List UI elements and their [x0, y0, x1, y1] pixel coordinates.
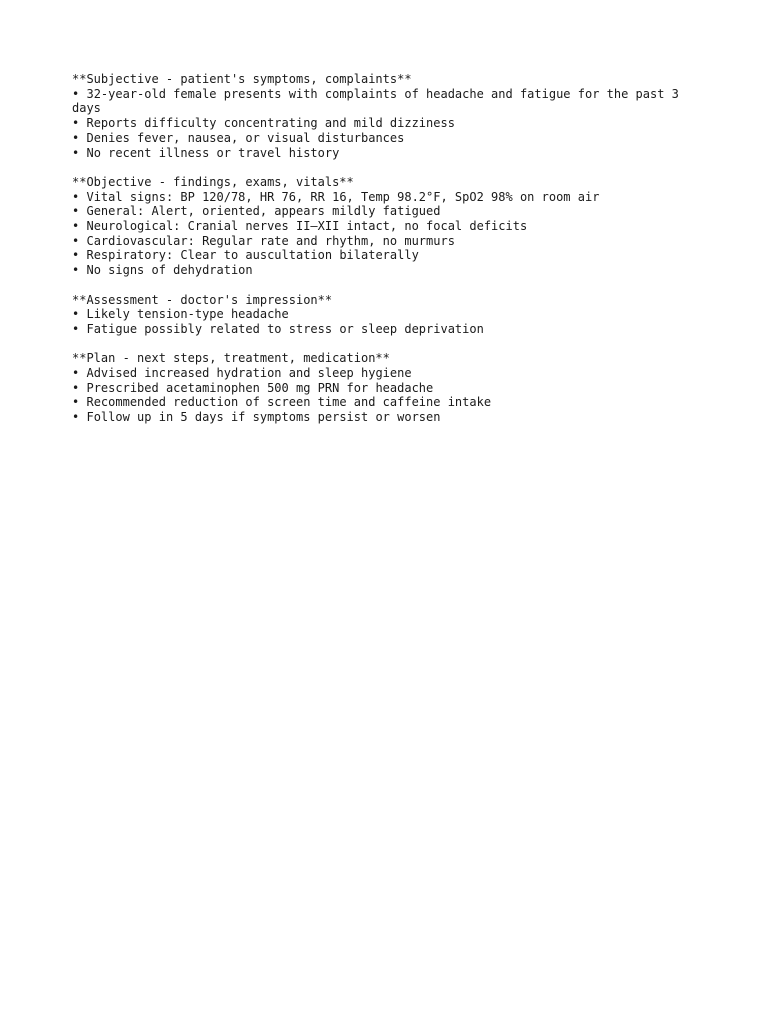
- section-plan: [72, 351, 696, 425]
- bullet-icon: •: [72, 307, 80, 322]
- section-heading: **Subjective - patient's symptoms, complaints**: [72, 72, 412, 86]
- list-item-text: Recommended reduction of screen time and caffeine intake: [86, 395, 492, 410]
- section-heading: **Plan - next steps, treatment, medication**: [72, 351, 390, 366]
- list-item-text: Prescribed acetaminophen 500 mg PRN for headache: [86, 380, 434, 395]
- list-item-text: Vital signs: BP 120/78, HR 76, RR 16, Temp 98.2°F, SpO2 98% on room air: [86, 189, 600, 204]
- list-item-text: Cardiovascular: Regular rate and rhythm, no murmurs: [86, 233, 455, 248]
- list-item: [72, 116, 696, 131]
- section-heading: **Objective - findings, exams, vitals**: [72, 174, 354, 189]
- list-item-text: Reports difficulty concentrating and mild dizziness: [86, 116, 455, 131]
- bullet-icon: •: [72, 130, 80, 145]
- list-item: [72, 131, 696, 146]
- bullet-icon: •: [72, 233, 80, 248]
- bullet-icon: •: [72, 263, 80, 278]
- list-item: [72, 204, 696, 219]
- section-objective: [72, 175, 696, 278]
- bullet-icon: •: [72, 145, 80, 160]
- list-item: [72, 410, 696, 425]
- bullet-icon: •: [72, 410, 80, 425]
- list-item-text: Follow up in 5 days if symptoms persist or worsen: [86, 410, 441, 425]
- soap-note-document: [72, 72, 696, 440]
- list-item-text: Denies fever, nausea, or visual disturbances: [86, 130, 405, 145]
- list-item-text: No recent illness or travel history: [86, 145, 340, 160]
- list-item-text: Advised increased hydration and sleep hygiene: [86, 366, 412, 381]
- list-item: [72, 234, 696, 249]
- list-item: [72, 248, 696, 263]
- section-subjective: [72, 72, 696, 160]
- list-item: [72, 263, 696, 278]
- list-item: [72, 381, 696, 396]
- list-item: [72, 87, 696, 116]
- list-item: [72, 322, 696, 337]
- bullet-icon: •: [72, 366, 80, 381]
- list-item-text: Likely tension-type headache: [86, 307, 289, 322]
- list-item-text: General: Alert, oriented, appears mildly fatigued: [86, 204, 441, 219]
- list-item-text: Fatigue possibly related to stress or sleep deprivation: [86, 321, 484, 336]
- bullet-icon: •: [72, 395, 80, 410]
- bullet-icon: •: [72, 380, 80, 395]
- bullet-icon: •: [72, 204, 80, 219]
- list-item: [72, 307, 696, 322]
- list-item: [72, 395, 696, 410]
- bullet-icon: •: [72, 219, 80, 234]
- bullet-icon: •: [72, 248, 80, 263]
- list-item-text: No signs of dehydration: [86, 263, 253, 278]
- list-item: [72, 190, 696, 205]
- bullet-icon: •: [72, 86, 80, 101]
- list-item-text: 32-year-old female presents with complaints of headache and fatigue for the past 3 days: [72, 86, 687, 116]
- section-heading: **Assessment - doctor's impression**: [72, 292, 333, 307]
- section-assessment: [72, 293, 696, 337]
- list-item: [72, 146, 696, 161]
- bullet-icon: •: [72, 321, 80, 336]
- list-item: [72, 366, 696, 381]
- bullet-icon: •: [72, 189, 80, 204]
- list-item-text: Respiratory: Clear to auscultation bilaterally: [86, 248, 419, 263]
- bullet-icon: •: [72, 116, 80, 131]
- list-item-text: Neurological: Cranial nerves II–XII intact, no focal deficits: [86, 219, 528, 234]
- list-item: [72, 219, 696, 234]
